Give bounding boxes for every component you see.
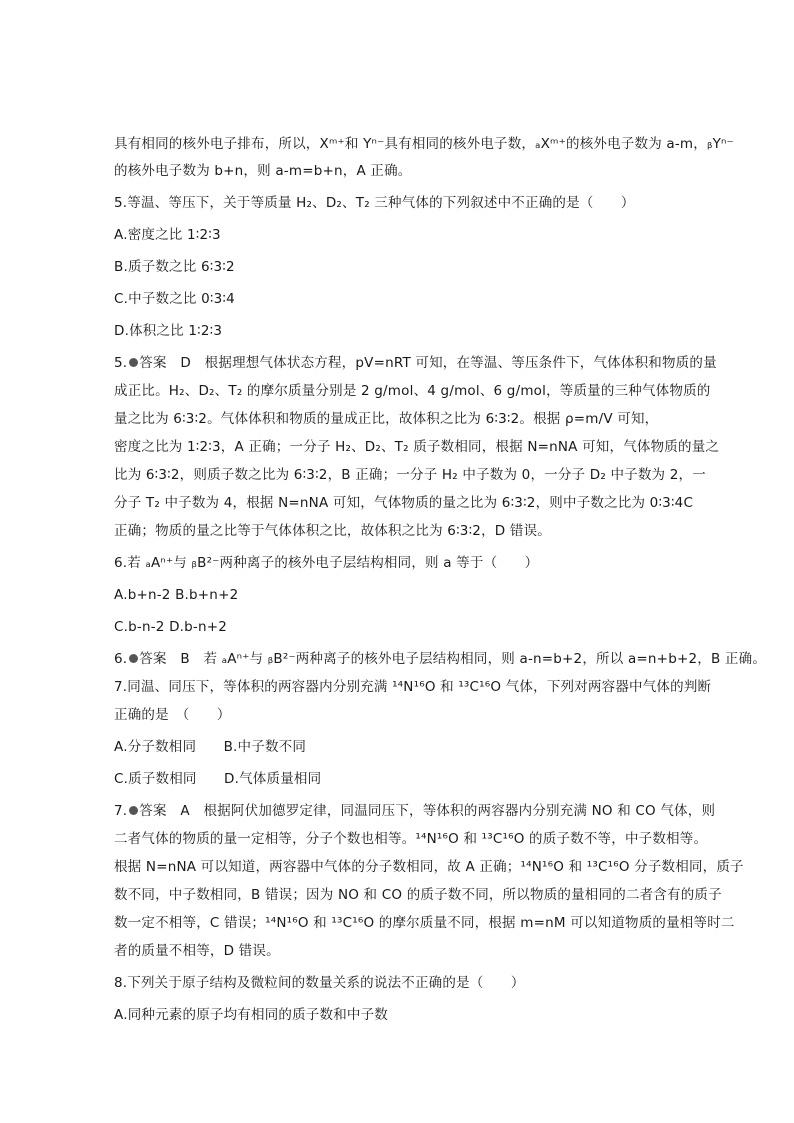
answer-number: 6.: [114, 651, 128, 667]
question-5-option-a: A.密度之比 1∶2∶3: [114, 227, 221, 243]
answer-5-line: [114, 353, 717, 373]
text-line: 者的质量不相等，D 错误。: [114, 943, 280, 959]
answer-7-line: [114, 801, 715, 821]
answer-number: 7.: [114, 803, 128, 819]
text-line: 具有相同的核外电子排布，所以，Xᵐ⁺和 Yⁿ⁻具有相同的核外电子数，ₐXᵐ⁺的核外电子数为 a-m，ᵦYⁿ⁻: [114, 136, 734, 152]
question-8-stem: 8.下列关于原子结构及微粒间的数量关系的说法不正确的是（ ）: [114, 975, 525, 991]
answer-mark-icon: [129, 358, 138, 367]
text-line: 二者气体的物质的量一定相等，分子个数也相等。¹⁴N¹⁶O 和 ¹³C¹⁶O 的质子数不等，中子数相等。: [114, 831, 708, 847]
answer-number: 5.: [114, 355, 128, 371]
question-6-options-cd: C.b-n-2 D.b-n+2: [114, 619, 228, 635]
question-6-stem: 6.若 ₐAⁿ⁺与 ᵦB²⁻两种离子的核外电子层结构相同，则 a 等于（ ）: [114, 555, 539, 571]
answer-text: 答案 D 根据理想气体状态方程，pV=nRT 可知，在等温、等压条件下，气体体积和物质的量: [139, 355, 717, 371]
question-6-options-ab: A.b+n-2 B.b+n+2: [114, 587, 239, 603]
text-line: 正确的是 （ ）: [114, 707, 231, 723]
text-line: 比为 6∶3∶2，则质子数之比为 6∶3∶2，B 正确；一分子 H₂ 中子数为 0，一分子 D₂ 中子数为 2，一: [114, 467, 706, 483]
question-5-option-b: B.质子数之比 6∶3∶2: [114, 259, 235, 275]
question-5-option-c: C.中子数之比 0∶3∶4: [114, 291, 235, 307]
question-7-options-ab: A.分子数相同 B.中子数不同: [114, 739, 307, 755]
text-line: 正确；物质的量之比等于气体体积之比，故体积之比为 6∶3∶2，D 错误。: [114, 523, 551, 539]
text-line: 密度之比为 1∶2∶3，A 正确；一分子 H₂、D₂、T₂ 质子数相同，根据 N=nNA 可知，气体物质的量之: [114, 439, 720, 455]
text-line: 的核外电子数为 b+n，则 a-m=b+n，A 正确。: [114, 163, 412, 179]
text-line: 分子 T₂ 中子数为 4，根据 N=nNA 可知，气体物质的量之比为 6∶3∶2，则中子数之比为 0∶3∶4C: [114, 495, 694, 511]
text-line: 量之比为 6∶3∶2。气体体积和物质的量成正比，故体积之比为 6∶3∶2。根据 ρ=m/V 可知，: [114, 411, 659, 427]
text-line: 数一定不相等，C 错误；¹⁴N¹⁶O 和 ¹³C¹⁶O 的摩尔质量不同，根据 m=nM 可以知道物质的量相等时二: [114, 915, 735, 931]
question-7-options-cd: C.质子数相同 D.气体质量相同: [114, 771, 322, 787]
answer-text: 答案 B 若 ₐAⁿ⁺与 ᵦB²⁻两种离子的核外电子层结构相同，则 a-n=b+2，所以 a=n+b+2，B 正确。: [139, 651, 767, 667]
question-5-stem: 5.等温、等压下，关于等质量 H₂、D₂、T₂ 三种气体的下列叙述中不正确的是（ ）: [114, 195, 635, 211]
question-5-option-d: D.体积之比 1∶2∶3: [114, 323, 223, 339]
question-7-stem: 7.同温、同压下，等体积的两容器内分别充满 ¹⁴N¹⁶O 和 ¹³C¹⁶O 气体，下列对两容器中气体的判断: [114, 679, 712, 695]
question-8-option-a: A.同种元素的原子均有相同的质子数和中子数: [114, 1007, 388, 1023]
text-line: 数不同，中子数相同，B 错误；因为 NO 和 CO 的质子数不同，所以物质的量相同的二者含有的质子: [114, 887, 722, 903]
answer-6-line: [114, 649, 766, 669]
answer-mark-icon: [129, 806, 138, 815]
answer-text: 答案 A 根据阿伏加德罗定律，同温同压下，等体积的两容器内分别充满 NO 和 CO 气体，则: [139, 803, 716, 819]
answer-mark-icon: [129, 654, 138, 663]
text-line: 根据 N=nNA 可以知道，两容器中气体的分子数相同，故 A 正确；¹⁴N¹⁶O 和 ¹³C¹⁶O 分子数相同，质子: [114, 859, 744, 875]
text-line: 成正比。H₂、D₂、T₂ 的摩尔质量分别是 2 g/mol、4 g/mol、6 g/mol，等质量的三种气体物质的: [114, 383, 711, 399]
